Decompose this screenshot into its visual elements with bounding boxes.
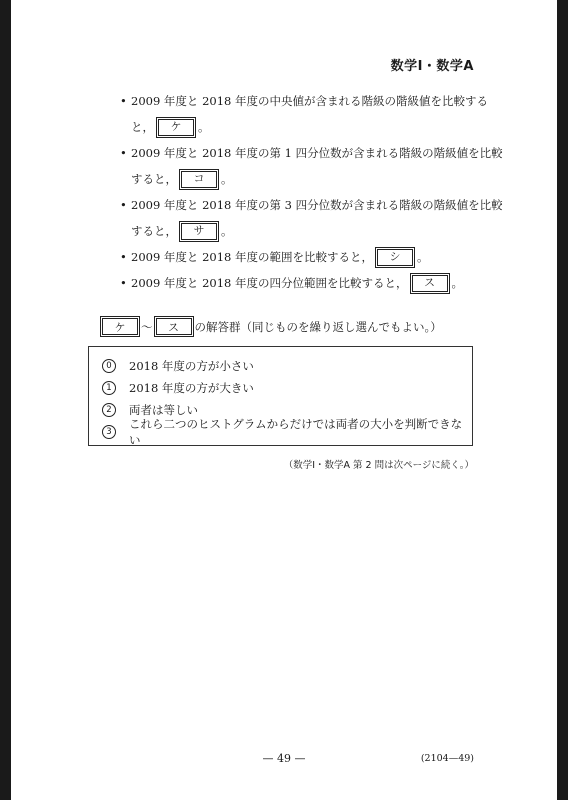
choice-text: 2018 年度の方が小さい bbox=[129, 359, 254, 373]
sentence-end: 。 bbox=[417, 250, 429, 264]
choice-item bbox=[102, 377, 472, 399]
bullet-dot: • bbox=[120, 94, 127, 108]
choice-number-circle: 2 bbox=[102, 403, 116, 417]
choice-text: 2018 年度の方が大きい bbox=[129, 381, 254, 395]
answer-group-label: の解答群（同じものを繰り返し選んでもよい。） bbox=[194, 319, 442, 334]
choice-number-circle: 3 bbox=[102, 425, 116, 439]
bullet-text: 2009 年度と 2018 年度の範囲を比較すると， bbox=[131, 250, 373, 264]
answer-box-su: ス bbox=[412, 275, 448, 292]
choice-item bbox=[102, 355, 472, 377]
bullet-dot: • bbox=[120, 250, 127, 264]
bullet-text: 2009 年度と 2018 年度の四分位範囲を比較すると， bbox=[131, 276, 408, 290]
answer-box-ke-ref: ケ bbox=[102, 318, 138, 335]
choice-text: 両者は等しい bbox=[129, 403, 198, 417]
bullet-text: 2009 年度と 2018 年度の第 1 四分位数が含まれる階級の階級値を比較 bbox=[131, 146, 503, 160]
bullet-item-third-quartile bbox=[120, 192, 503, 244]
sentence-end: 。 bbox=[221, 172, 233, 186]
answer-group-heading bbox=[99, 318, 442, 335]
answer-box-sa: サ bbox=[181, 223, 217, 240]
continued-note: （数学Ⅰ・数学A 第 2 問は次ページに続く。） bbox=[283, 460, 474, 471]
sentence-end: 。 bbox=[198, 120, 210, 134]
bullet-text: 2009 年度と 2018 年度の中央値が含まれる階級の階級値を比較する bbox=[131, 94, 488, 108]
choice-text: これら二つのヒストグラムからだけでは両者の大小を判断できない bbox=[129, 417, 463, 447]
bullet-text: 2009 年度と 2018 年度の第 3 四分位数が含まれる階級の階級値を比較 bbox=[131, 198, 503, 212]
answer-box-ke: ケ bbox=[158, 119, 194, 136]
bullet-item-median bbox=[120, 88, 492, 140]
range-tilde: ～ bbox=[141, 319, 153, 334]
comparison-bullet-list bbox=[120, 88, 503, 296]
bullet-text-continued: すると， bbox=[131, 224, 177, 238]
answer-box-ko: コ bbox=[181, 171, 217, 188]
bullet-text-continued: すると， bbox=[131, 172, 177, 186]
choice-item bbox=[102, 417, 472, 447]
bullet-dot: • bbox=[120, 198, 127, 212]
answer-choices-box bbox=[88, 346, 473, 446]
answer-box-su-ref: ス bbox=[156, 318, 192, 335]
bullet-text-continued: と， bbox=[131, 120, 154, 134]
sentence-end: 。 bbox=[451, 276, 463, 290]
page-number: — 49 — bbox=[262, 752, 306, 765]
bullet-item-range bbox=[120, 244, 492, 270]
exam-code: (2104—49) bbox=[420, 753, 474, 764]
choice-number-circle: 1 bbox=[102, 381, 116, 395]
bullet-item-iqr bbox=[120, 270, 492, 296]
answer-box-shi: シ bbox=[377, 249, 413, 266]
page-header-subject: 数学Ⅰ・数学A bbox=[390, 59, 474, 74]
bullet-item-first-quartile bbox=[120, 140, 503, 192]
bullet-dot: • bbox=[120, 276, 127, 290]
choice-number-circle: 0 bbox=[102, 359, 116, 373]
exam-page bbox=[11, 0, 557, 800]
bullet-dot: • bbox=[120, 146, 127, 160]
sentence-end: 。 bbox=[221, 224, 233, 238]
